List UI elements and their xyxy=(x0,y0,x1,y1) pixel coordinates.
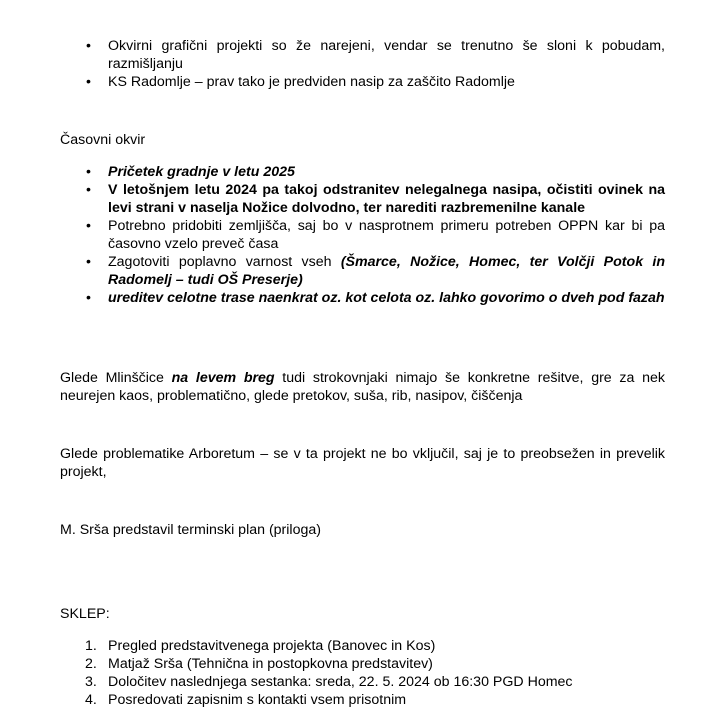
mlinscice-paragraph xyxy=(60,369,665,405)
bullet-icon: • xyxy=(86,74,91,90)
list-item xyxy=(60,673,665,691)
list-item-text: Zagotoviti poplavno varnost vseh xyxy=(108,254,341,270)
bullet-icon: • xyxy=(86,164,91,180)
timeframe-bullet-list xyxy=(60,163,665,307)
sklep-numbered-list xyxy=(60,637,665,709)
list-item xyxy=(60,637,665,655)
list-number: 3. xyxy=(85,674,97,690)
paragraph-emphasis: na levem breg xyxy=(171,370,275,386)
list-item xyxy=(60,217,665,253)
list-item xyxy=(60,37,665,73)
list-item-text: Določitev naslednjega sestanka: sreda, 22. 5. 2024 ob 16:30 PGD Homec xyxy=(108,674,573,690)
bullet-icon: • xyxy=(86,218,91,234)
list-item xyxy=(60,253,665,289)
bullet-icon: • xyxy=(86,38,91,54)
list-item-text: V letošnjem letu 2024 pa takoj odstranitev nelegalnega nasipa, očistiti ovinek na levi strani v naselja Nožice dolvodno, ter narediti razbremenilne kanale xyxy=(108,182,665,216)
timeframe-heading: Časovni okvir xyxy=(60,132,146,148)
arboretum-paragraph: Glede problematike Arboretum – se v ta projekt ne bo vključil, saj je to preobsežen in prevelik projekt, xyxy=(60,446,665,480)
list-item-text: Potrebno pridobiti zemljišča, saj bo v nasprotnem primeru potreben OPPN kar bi pa časovno vzelo preveč časa xyxy=(108,218,665,252)
list-item-text: Pregled predstavitvenega projekta (Banovec in Kos) xyxy=(108,638,436,654)
list-item xyxy=(60,691,665,709)
list-item xyxy=(60,181,665,217)
list-item xyxy=(60,289,665,307)
list-item-text: KS Radomlje – prav tako je predviden nasip za zaščito Radomlje xyxy=(108,74,515,90)
list-number: 4. xyxy=(85,692,97,708)
bullet-icon: • xyxy=(86,290,91,306)
list-item-text: Pričetek gradnje v letu 2025 xyxy=(108,164,295,180)
paragraph-text: Glede Mlinščice xyxy=(60,370,172,386)
list-item xyxy=(60,655,665,673)
list-number: 2. xyxy=(85,656,97,672)
srsa-paragraph: M. Srša predstavil terminski plan (priloga) xyxy=(60,522,321,538)
list-item-text: ureditev celotne trase naenkrat oz. kot celota oz. lahko govorimo o dveh pod fazah xyxy=(108,290,665,306)
list-number: 1. xyxy=(85,638,97,654)
bullet-icon: • xyxy=(86,254,91,270)
list-item-emphasis: (Šmarce, Nožice, Homec, ter Volčji Potok in Radomelj – tudi OŠ Preserje) xyxy=(108,254,666,288)
sklep-heading: SKLEP: xyxy=(60,606,110,622)
list-item-text: Posredovati zapisnim s kontakti vsem prisotnim xyxy=(108,692,407,708)
list-item-text: Okvirni grafični projekti so že narejeni, vendar se trenutno še sloni k pobudam, razmišljanju xyxy=(108,38,665,72)
list-item xyxy=(60,163,665,181)
bullet-icon: • xyxy=(86,182,91,198)
intro-bullet-list xyxy=(60,37,665,91)
list-item-text: Matjaž Srša (Tehnična in postopkovna predstavitev) xyxy=(108,656,433,672)
list-item xyxy=(60,73,665,91)
paragraph-text: tudi strokovnjaki nimajo še konkretne rešitve, gre za nek neurejen kaos, problematično, glede pretokov, suša, rib, nasipov, čiščenja xyxy=(60,370,665,404)
